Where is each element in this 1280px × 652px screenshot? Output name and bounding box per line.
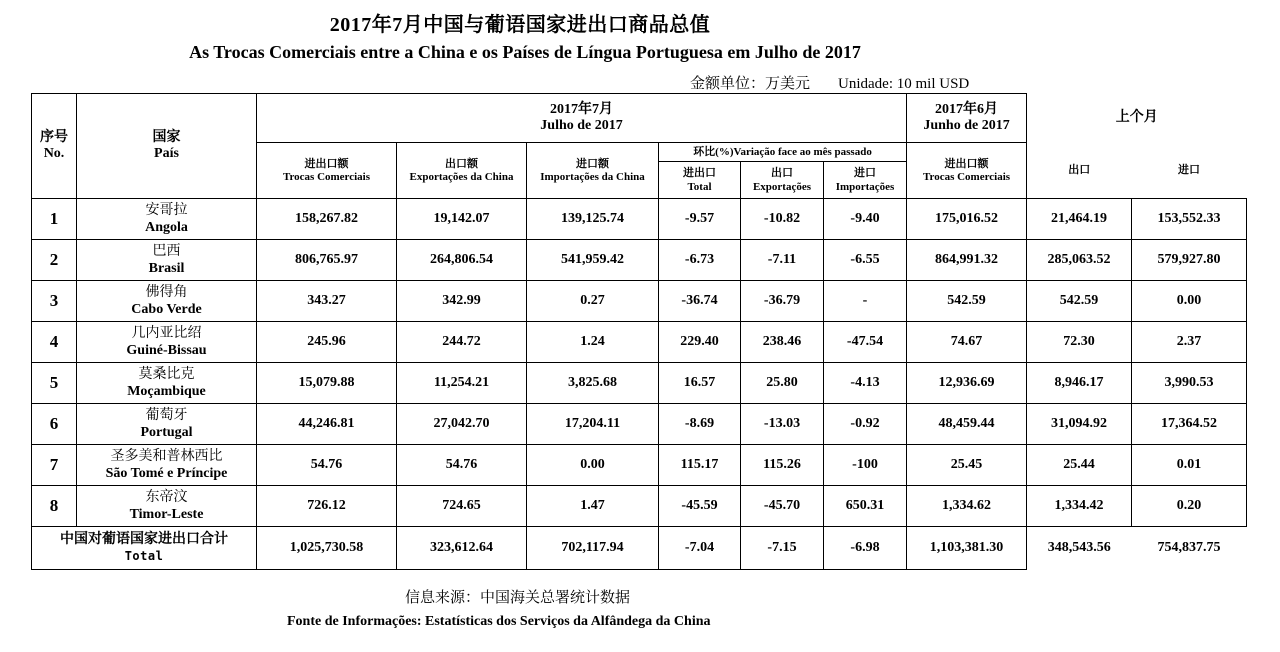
cell-var-imports: -0.92: [824, 404, 907, 445]
cell-trade: 343.27: [257, 281, 397, 322]
country-name-pt: Moçambique: [127, 384, 206, 399]
cell-var-exports: -10.82: [741, 199, 824, 240]
total-lm-exports: 348,543.56: [1047, 540, 1111, 556]
header-july: 2017年7月 Julho de 2017: [257, 94, 907, 143]
cell-index: 6: [32, 404, 77, 445]
cell-lm-exports: 31,094.92: [1027, 404, 1132, 445]
total-label: 中国对葡语国家进出口合计 Total: [32, 527, 257, 570]
cell-index: 2: [32, 240, 77, 281]
header-lm-imports: 进口: [1178, 163, 1201, 176]
cell-var-exports: -7.11: [741, 240, 824, 281]
cell-june-trade: 864,991.32: [907, 240, 1027, 281]
cell-var-imports: -4.13: [824, 363, 907, 404]
cell-trade: 15,079.88: [257, 363, 397, 404]
cell-country: [77, 486, 257, 527]
cell-imports: 541,959.42: [527, 240, 659, 281]
cell-june-trade: 175,016.52: [907, 199, 1027, 240]
total-trade: 1,025,730.58: [257, 527, 397, 570]
header-variation: 环比(%)Variação face ao mês passado: [659, 143, 907, 162]
cell-index: 1: [32, 199, 77, 240]
cell-var-total: -9.57: [659, 199, 741, 240]
total-lm-imports: 754,837.75: [1157, 540, 1221, 556]
cell-var-imports: -: [824, 281, 907, 322]
cell-country: [77, 281, 257, 322]
cell-var-imports: -47.54: [824, 322, 907, 363]
table-row: [32, 363, 1247, 404]
total-var-total: -7.04: [659, 527, 741, 570]
cell-var-exports: 25.80: [741, 363, 824, 404]
header-exports: 出口额 Exportações da China: [397, 143, 527, 199]
cell-index: 4: [32, 322, 77, 363]
table-row: [32, 404, 1247, 445]
country-name-pt: Angola: [145, 220, 188, 235]
cell-country: [77, 445, 257, 486]
cell-var-imports: -6.55: [824, 240, 907, 281]
cell-var-exports: 115.26: [741, 445, 824, 486]
country-name-pt: Timor-Leste: [129, 507, 204, 522]
cell-country: [77, 404, 257, 445]
header-trade: 进出口额 Trocas Comerciais: [257, 143, 397, 199]
cell-exports: 342.99: [397, 281, 527, 322]
cell-lm-imports: 579,927.80: [1132, 240, 1247, 281]
cell-lm-exports: 21,464.19: [1027, 199, 1132, 240]
header-var-exports: 出口 Exportações: [741, 162, 824, 199]
source-cn: 信息来源：中国海关总署统计数据: [405, 590, 631, 606]
table-row: [32, 199, 1247, 240]
cell-var-imports: -9.40: [824, 199, 907, 240]
cell-june-trade: 12,936.69: [907, 363, 1027, 404]
cell-june-trade: 48,459.44: [907, 404, 1027, 445]
country-name-cn: 圣多美和普林西比: [110, 449, 223, 464]
country-name-pt: Guiné-Bissau: [126, 343, 207, 358]
page-title-cn: 2017年7月中国与葡语国家进出口商品总值: [329, 14, 711, 36]
trade-table: [31, 93, 1247, 570]
cell-trade: 245.96: [257, 322, 397, 363]
country-name-cn: 葡萄牙: [145, 408, 188, 423]
cell-var-total: 229.40: [659, 322, 741, 363]
total-row: [32, 527, 1247, 570]
cell-lm-imports: 17,364.52: [1132, 404, 1247, 445]
cell-var-total: -8.69: [659, 404, 741, 445]
header-june-trade: 进出口额 Trocas Comerciais: [907, 143, 1027, 199]
cell-var-exports: -45.70: [741, 486, 824, 527]
country-name-cn: 莫桑比克: [138, 367, 195, 382]
country-name-cn: 佛得角: [145, 285, 188, 300]
cell-var-total: -36.74: [659, 281, 741, 322]
cell-exports: 19,142.07: [397, 199, 527, 240]
unit-note: [690, 72, 969, 93]
cell-lm-imports: 0.00: [1132, 281, 1247, 322]
total-var-imports: -6.98: [824, 527, 907, 570]
table-row: [32, 445, 1247, 486]
cell-exports: 54.76: [397, 445, 527, 486]
header-last-month: 上个月: [1115, 110, 1158, 125]
cell-country: [77, 363, 257, 404]
cell-lm-exports: 285,063.52: [1027, 240, 1132, 281]
cell-var-exports: 238.46: [741, 322, 824, 363]
cell-trade: 54.76: [257, 445, 397, 486]
country-name-cn: 东帝汶: [145, 490, 188, 505]
cell-trade: 806,765.97: [257, 240, 397, 281]
cell-lm-imports: 0.20: [1132, 486, 1247, 527]
cell-country: [77, 322, 257, 363]
cell-var-total: -6.73: [659, 240, 741, 281]
country-name-cn: 几内亚比绍: [131, 326, 202, 341]
cell-june-trade: 1,334.62: [907, 486, 1027, 527]
cell-var-imports: 650.31: [824, 486, 907, 527]
cell-lm-exports: 1,334.42: [1027, 486, 1132, 527]
cell-imports: 1.47: [527, 486, 659, 527]
page-title-pt: As Trocas Comerciais entre a China e os Países de Língua Portuguesa em Julho de 2017: [189, 42, 861, 62]
header-imports: 进口额 Importações da China: [527, 143, 659, 199]
cell-imports: 1.24: [527, 322, 659, 363]
header-var-total: 进出口 Total: [659, 162, 741, 199]
country-name-pt: Brasil: [148, 261, 185, 276]
cell-var-exports: -13.03: [741, 404, 824, 445]
header-june: 2017年6月 Junho de 2017: [907, 94, 1027, 143]
header-var-imports: 进口 Importações: [824, 162, 907, 199]
cell-trade: 44,246.81: [257, 404, 397, 445]
cell-trade: 158,267.82: [257, 199, 397, 240]
cell-imports: 0.00: [527, 445, 659, 486]
cell-june-trade: 542.59: [907, 281, 1027, 322]
cell-index: 5: [32, 363, 77, 404]
country-name-cn: 安哥拉: [145, 203, 188, 218]
unit-pt: Unidade: 10 mil USD: [838, 76, 970, 92]
cell-lm-exports: 72.30: [1027, 322, 1132, 363]
cell-imports: 139,125.74: [527, 199, 659, 240]
cell-june-trade: 74.67: [907, 322, 1027, 363]
cell-lm-exports: 8,946.17: [1027, 363, 1132, 404]
cell-index: 3: [32, 281, 77, 322]
cell-country: [77, 199, 257, 240]
header-seq: 序号 No.: [32, 94, 77, 199]
cell-june-trade: 25.45: [907, 445, 1027, 486]
cell-exports: 724.65: [397, 486, 527, 527]
cell-var-exports: -36.79: [741, 281, 824, 322]
cell-lm-imports: 3,990.53: [1132, 363, 1247, 404]
cell-exports: 264,806.54: [397, 240, 527, 281]
header-lm-exports: 出口: [1068, 163, 1091, 176]
cell-var-total: -45.59: [659, 486, 741, 527]
header-row-1: [32, 94, 1247, 143]
cell-lm-exports: 25.44: [1027, 445, 1132, 486]
table-row: [32, 486, 1247, 527]
table-body: [32, 199, 1247, 527]
total-var-exports: -7.15: [741, 527, 824, 570]
cell-trade: 726.12: [257, 486, 397, 527]
country-name-cn: 巴西: [152, 244, 181, 259]
total-imports: 702,117.94: [527, 527, 659, 570]
cell-lm-imports: 153,552.33: [1132, 199, 1247, 240]
cell-index: 8: [32, 486, 77, 527]
cell-imports: 0.27: [527, 281, 659, 322]
country-name-pt: Portugal: [140, 425, 193, 440]
cell-lm-imports: 2.37: [1132, 322, 1247, 363]
cell-var-total: 16.57: [659, 363, 741, 404]
cell-lm-imports: 0.01: [1132, 445, 1247, 486]
total-june-trade: 1,103,381.30: [907, 527, 1027, 570]
cell-imports: 3,825.68: [527, 363, 659, 404]
table-row: [32, 322, 1247, 363]
total-exports: 323,612.64: [397, 527, 527, 570]
unit-cn: 金额单位：万美元: [690, 76, 811, 92]
table-row: [32, 240, 1247, 281]
country-name-pt: São Tomé e Príncipe: [105, 466, 228, 481]
country-name-pt: Cabo Verde: [131, 302, 202, 317]
header-country: 国家 País: [77, 94, 257, 199]
cell-exports: 27,042.70: [397, 404, 527, 445]
cell-exports: 11,254.21: [397, 363, 527, 404]
cell-var-total: 115.17: [659, 445, 741, 486]
cell-imports: 17,204.11: [527, 404, 659, 445]
source-pt: Fonte de Informações: Estatísticas dos Serviços da Alfândega da China: [287, 614, 711, 629]
cell-index: 7: [32, 445, 77, 486]
table-row: [32, 281, 1247, 322]
cell-var-imports: -100: [824, 445, 907, 486]
cell-exports: 244.72: [397, 322, 527, 363]
cell-lm-exports: 542.59: [1027, 281, 1132, 322]
cell-country: [77, 240, 257, 281]
